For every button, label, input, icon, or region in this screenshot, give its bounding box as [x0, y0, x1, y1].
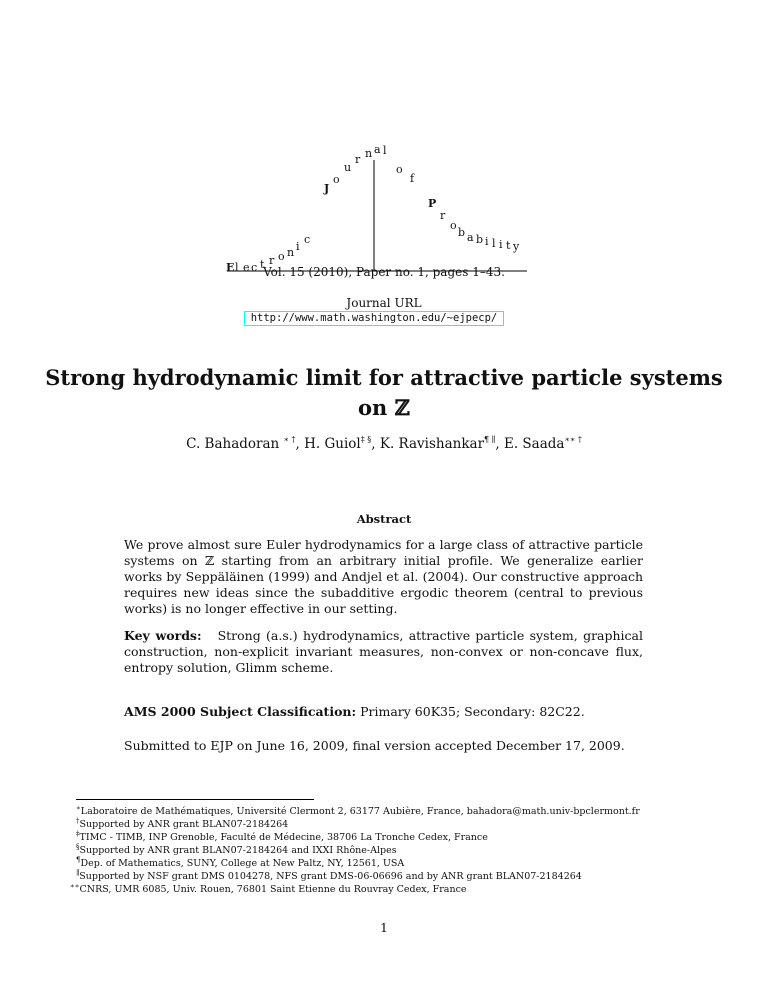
keywords-text: Strong (a.s.) hydrodynamics, attractive particle system, graphical construction, non-explicit invariant measures, non-convex or non-concave flux, entropy solution, Glimm scheme.	[124, 628, 643, 675]
logo-letter: y	[513, 240, 520, 253]
logo-letter: n	[365, 147, 373, 160]
logo-letter: i	[296, 240, 300, 253]
logo-letter: t	[260, 258, 265, 271]
logo-letter: r	[269, 254, 275, 267]
logo-letter: o	[450, 219, 457, 232]
logo-letter: l	[383, 144, 387, 157]
logo-letter: a	[467, 231, 474, 244]
logo-letter: n	[287, 246, 295, 259]
footnote: ‡TIMC - TIMB, INP Grenoble, Faculté de Médecine, 38706 La Tronche Cedex, France	[76, 830, 488, 843]
author: C. Bahadoran ∗ †,	[186, 435, 305, 452]
author: K. Ravishankar¶ ∥,	[379, 435, 504, 452]
logo-letter: o	[333, 173, 340, 186]
logo-letter: i	[499, 238, 503, 251]
journal-url-label: Journal URL	[346, 296, 422, 310]
logo-letter: o	[396, 163, 403, 176]
logo-letter: l	[235, 261, 239, 274]
footnote: ∗∗CNRS, UMR 6085, Univ. Rouen, 76801 Saint Etienne du Rouvray Cedex, France	[70, 882, 467, 895]
logo-letter: e	[243, 261, 250, 274]
author: E. Saada∗∗ †	[503, 435, 582, 452]
logo-letter: f	[410, 172, 415, 185]
logo-letter: P	[428, 197, 437, 210]
footnote-rule	[76, 799, 314, 800]
author-marks: ∗∗ †	[564, 435, 582, 444]
title-line-2: on ℤ	[358, 395, 410, 420]
abstract-heading: Abstract	[356, 512, 412, 526]
logo-letter: r	[355, 153, 361, 166]
author: H. Guiol‡ §,	[304, 435, 380, 452]
journal-logo	[0, 0, 768, 290]
author-marks: ¶ ∥	[484, 435, 496, 444]
logo-letter: b	[458, 226, 466, 239]
logo-letter: i	[485, 235, 489, 248]
abstract-text: We prove almost sure Euler hydrodynamics for a large class of attractive particle systems on ℤ starting from an arbitrary initial profile. We generalize earlier works by Seppäläinen (1999) and Andjel et al. (2004). Our constructive approach requires new ideas since the subadditive ergodic theorem (central to previous works) is no longer effective in our setting.	[124, 537, 643, 616]
footnote: §Supported by ANR grant BLAN07-2184264 and IXXI Rhône-Alpes	[76, 843, 397, 856]
footnote: ¶Dep. of Mathematics, SUNY, College at New Paltz, NY, 12561, USA	[76, 856, 405, 869]
footnote: ∗Laboratoire de Mathématiques, Université Clermont 2, 63177 Aubière, France, bahadora@math.univ-bpclermont.fr	[76, 804, 640, 817]
logo-letter: t	[506, 239, 511, 252]
ams-text: Primary 60K35; Secondary: 82C22.	[360, 704, 585, 719]
volume-line: Vol. 15 (2010), Paper no. 1, pages 1–43.	[263, 265, 505, 279]
page-number: 1	[380, 920, 388, 935]
logo-letter: a	[374, 143, 381, 156]
logo-letter: r	[440, 209, 446, 222]
paper-title	[0, 363, 768, 423]
submission-note: Submitted to EJP on June 16, 2009, final version accepted December 17, 2009.	[124, 738, 625, 753]
logo-letter: b	[476, 233, 484, 246]
title-line-1: Strong hydrodynamic limit for attractive particle systems	[45, 365, 723, 390]
logo-letter: u	[344, 161, 352, 174]
keywords-label: Key words:	[124, 628, 202, 643]
journal-url-link[interactable]: http://www.math.washington.edu/~ejpecp/	[244, 311, 504, 326]
logo-letter: l	[492, 237, 496, 250]
logo-letter: E	[226, 261, 235, 274]
logo-letter: c	[251, 261, 258, 274]
author-marks: ∗ †	[283, 435, 296, 444]
ams-classification	[124, 704, 643, 720]
author-list	[0, 435, 768, 452]
footnote: ∥Supported by NSF grant DMS 0104278, NFS grant DMS-06-06696 and by ANR grant BLAN07-2184264	[76, 869, 582, 882]
author-marks: ‡ §	[360, 435, 372, 444]
footnote: †Supported by ANR grant BLAN07-2184264	[76, 817, 289, 830]
ams-label: AMS 2000 Subject Classification:	[124, 704, 357, 719]
logo-letter: c	[304, 233, 311, 246]
logo-letter: o	[278, 250, 285, 263]
keywords	[124, 628, 643, 676]
logo-letter: J	[324, 182, 330, 195]
